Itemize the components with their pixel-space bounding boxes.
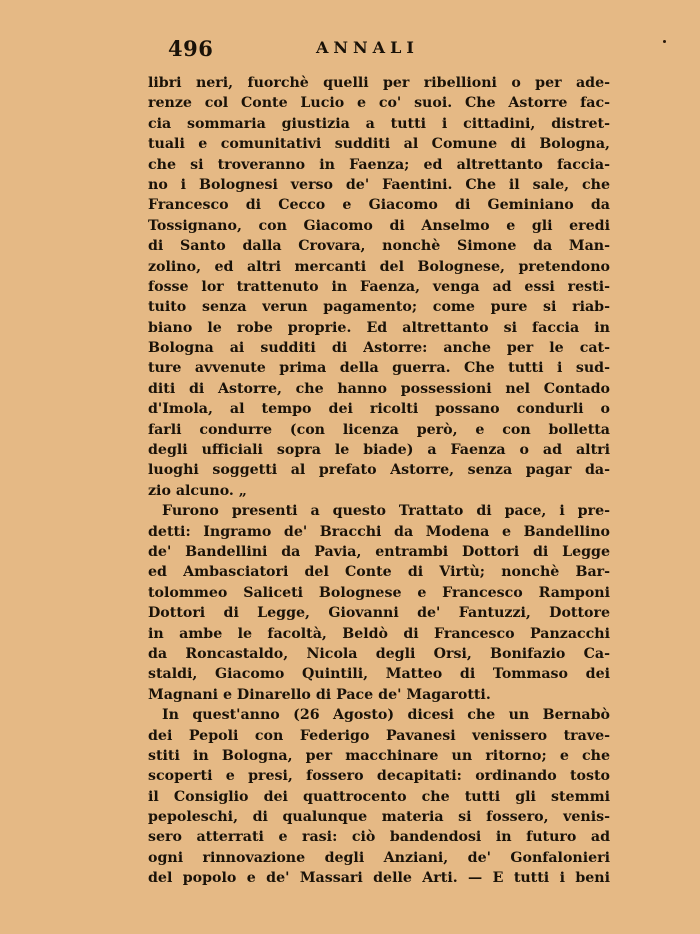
text-line: Francesco di Cecco e Giacomo di Geminiano da xyxy=(148,197,610,214)
running-head: ANNALI xyxy=(316,38,419,57)
text-line: renze col Conte Lucio e co' suoi. Che Astorre fac- xyxy=(148,95,610,112)
page-number: 496 xyxy=(168,36,214,61)
text-line: degli ufficiali sopra le biade) a Faenza o ad altri xyxy=(148,442,610,459)
text-line: ture avvenute prima della guerra. Che tutti i sud- xyxy=(148,360,610,377)
text-line: zio alcuno. „ xyxy=(148,482,247,499)
text-line: In quest'anno (26 Agosto) dicesi che un Bernabò xyxy=(162,707,610,724)
text-line: in ambe le facoltà, Beldò di Francesco Panzacchi xyxy=(148,625,610,642)
text-line: d'Imola, al tempo dei ricolti possano condurli o xyxy=(148,401,610,418)
text-line: stiti in Bologna, per macchinare un ritorno; e che xyxy=(148,747,610,764)
body-text xyxy=(148,73,610,889)
text-line: fosse lor trattenuto in Faenza, venga ad essi resti- xyxy=(148,278,610,295)
text-line: zolino, ed altri mercanti del Bolognese, pretendono xyxy=(148,258,610,275)
text-line: ogni rinnovazione degli Anziani, de' Gonfalonieri xyxy=(148,849,610,866)
text-line: biano le robe proprie. Ed altrettanto si faccia in xyxy=(148,319,610,336)
text-line: no i Bolognesi verso de' Faentini. Che il sale, che xyxy=(148,176,610,193)
text-line: sero atterrati e rasi: ciò bandendosi in futuro ad xyxy=(148,829,610,846)
ink-speck xyxy=(663,40,666,43)
text-line: pepoleschi, di qualunque materia si fossero, venis- xyxy=(148,809,610,826)
text-line: Dottori di Legge, Giovanni de' Fantuzzi, Dottore xyxy=(148,605,610,622)
text-line: de' Bandellini da Pavia, entrambi Dottori di Legge xyxy=(148,543,610,560)
text-line: Magnani e Dinarello di Pace de' Magarotti. xyxy=(148,686,491,703)
text-line: Furono presenti a questo Trattato di pace, i pre- xyxy=(162,503,610,520)
text-line: Bologna ai sudditi di Astorre: anche per le cat- xyxy=(148,340,610,357)
text-line: scoperti e presi, fossero decapitati: ordinando tosto xyxy=(148,768,610,785)
text-line: diti di Astorre, che hanno possessioni nel Contado xyxy=(148,380,610,397)
text-line: Tossignano, con Giacomo di Anselmo e gli eredi xyxy=(148,217,610,234)
text-line: ed Ambasciatori del Conte di Virtù; nonchè Bar- xyxy=(148,564,610,581)
text-line: luoghi soggetti al prefato Astorre, senza pagar da- xyxy=(148,462,610,479)
text-line: dei Pepoli con Federigo Pavanesi venissero trave- xyxy=(148,727,610,744)
page-header xyxy=(168,36,608,62)
text-line: tolommeo Saliceti Bolognese e Francesco Ramponi xyxy=(148,584,610,601)
text-line: da Roncastaldo, Nicola degli Orsi, Bonifazio Ca- xyxy=(148,645,610,662)
text-line: il Consiglio dei quattrocento che tutti gli stemmi xyxy=(148,788,610,805)
text-line: di Santo dalla Crovara, nonchè Simone da Man- xyxy=(148,238,610,255)
text-line: del popolo e de' Massari delle Arti. — E tutti i beni xyxy=(148,870,610,887)
text-line: libri neri, fuorchè quelli per ribellioni o per ade- xyxy=(148,75,610,91)
text-line: farli condurre (con licenza però, e con bolletta xyxy=(148,421,610,438)
text-line: tuali e comunitativi sudditi al Comune di Bologna, xyxy=(148,136,610,153)
text-line: cia sommaria giustizia a tutti i cittadini, distret- xyxy=(148,115,610,132)
text-line: staldi, Giacomo Quintili, Matteo di Tommaso dei xyxy=(148,666,610,683)
text-line: detti: Ingramo de' Bracchi da Modena e Bandellino xyxy=(148,523,610,540)
text-line: tuito senza verun pagamento; come pure si riab- xyxy=(148,299,610,316)
text-line: che si troveranno in Faenza; ed altrettanto faccia- xyxy=(148,156,610,173)
